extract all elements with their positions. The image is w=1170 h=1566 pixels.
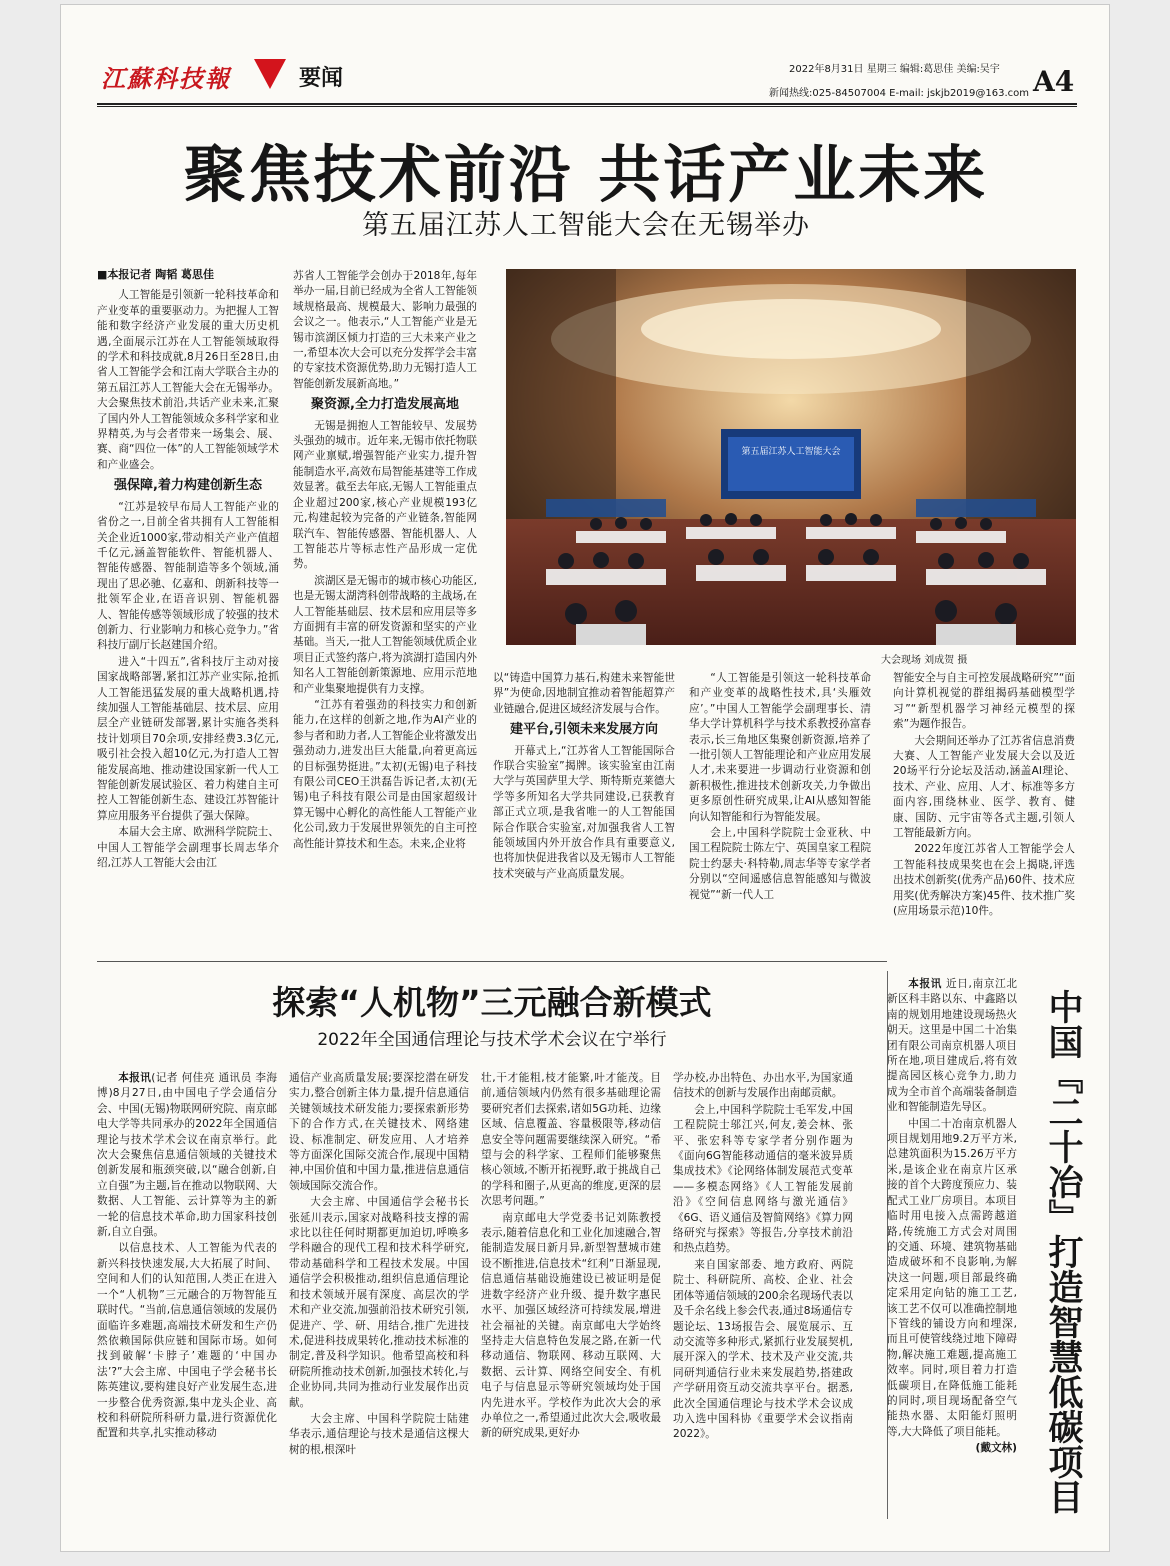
section-heading: 建平台,引领未来发展方向 bbox=[510, 722, 658, 738]
story2-column-2 bbox=[289, 1071, 469, 1531]
paragraph: “人工智能是引领这一轮科技革命和产业变革的战略性技术,具‘头雁效应’。”中国人工智能学会副理事长、清华大学计算机科学与技术系教授孙富春表示,长三角地区集聚创新资源,培养了一批引领人工智能理论和产业应用发展人才,未来要进一步调动行业资源和创新积极性,推进技术创新攻关,力争做出更多原创性研究成果,让AI从感知智能向认知智能和行为智能发展。 bbox=[689, 672, 871, 823]
paragraph: 通信产业高质量发展;要深挖潜在研发实力,整合创新主体力量,提升信息通信关键领域技术研发能力;要探索新形势下的合作方式,在关键技术、网络建设、标准制定、研发应用、人才培养等方面深化国际交流合作,展现中国精神,中国价值和中国力量,推进信息通信领域国际交流合作。 bbox=[289, 1072, 469, 1192]
paragraph: 大会主席、中国科学院院士陆建华表示,通信理论与技术是通信这棵大树的根,根深叶 bbox=[289, 1412, 469, 1456]
article-column-3 bbox=[493, 671, 675, 939]
paragraph: 会上,中国科学院院士毛军发,中国工程院院士邬江兴,何友,姜会林、张平、张宏科等专家学者分别作题为《面向6G智能移动通信的毫米波异质集成技术》《论网络体制发展范式变革——多模态网络》《人工智能发展前沿》《空间信息网络与激光通信》《6G、语义通信及智简网络》《算力网络研究与探索》等报告,分享技术前沿和热点趋势。 bbox=[673, 1103, 853, 1255]
paragraph: 苏省人工智能学会创办于2018年,每年举办一届,目前已经成为全省人工智能领域规格最高、规模最大、影响力最强的会议之一。他表示,“人工智能产业是无锡市滨湖区倾力打造的三大未来产业之一,希望本次大会可以充分发挥学会丰富的专家技术资源优势,助力无锡打造人工智能创新发展新高地。” bbox=[293, 270, 477, 390]
paragraph-text: 近日,南京江北新区科丰路以东、中鑫路以南的规划用地建设现场热火朝天。这里是中国二十冶集团有限公司南京机器人项目所在地,项目建成后,将有效提高园区核心竞争力,助力成为全市首个高端装备制造业和智能制造先导区。 bbox=[887, 978, 1017, 1114]
header-rule bbox=[97, 103, 1077, 105]
paragraph: 大会期间还举办了江苏省信息消费大赛、人工智能产业发展大会以及近20场平行分论坛及活动,涵盖AI理论、技术、产业、应用、人才、标准等多方面内容,围绕林业、医学、教育、健康、国防、元宇宙等各式主题,引领人工智能最新方向。 bbox=[893, 734, 1075, 840]
paragraph: 大会主席、中国通信学会秘书长张延川表示,国家对战略科技支撑的需求比以往任何时期都更加迫切,呼唤多学科融合的现代工程和技术科学研究,带动基础科学和工程技术发展。中国通信学会积极推动,组织信息通信理论和技术领域开展有深度、高层次的学术和产业交流,加强前沿技术研究引领,促进产、学、研、用结合,推广先进技术,促进科技成果转化,推动技术标准的制定,普及科学知识。他希望高校和科研院所推动技术创新,加强技术转化,与企业协同,共同为推动行业发展作出贡献。 bbox=[289, 1196, 469, 1409]
section-marker-icon bbox=[254, 59, 286, 89]
headline-story3: 中国『二十冶』打造智慧低碳项目 bbox=[1043, 989, 1083, 1514]
paragraph: 会上,中国科学院院士金亚秋、中国工程院院士陈左宁、英国皇家工程院院士约瑟夫·科特勒,周志华等专家学者分别以“空间遥感信息智能感知与微波视觉”“新一代人工 bbox=[689, 827, 871, 901]
dateline: 2022年8月31日 星期三 编辑:葛思佳 美编:吴宇 bbox=[789, 64, 1000, 75]
paragraph: 本届大会主席、欧洲科学院院士、中国人工智能学会副理事长周志华介绍,江苏人工智能大会由江 bbox=[97, 826, 279, 870]
paragraph: 中国二十冶南京机器人项目规划用地9.2万平方米,总建筑面积为15.26万平方米,是该企业在南京片区承接的首个大跨度预应力、装配式工业厂房项目。本项目临时用电接入点需跨越道路,传统施工方式会对周围的交通、环境、建筑物基础造成破坏和不良影响,为解决这一问题,项目部最终确定采用定向钻的施工工艺,该工艺不仅可以准确控制地下管线的铺设方向和埋深,而且可使管线绕过地下障碍物,解决施工难题,提高施工效率。同时,项目着力打造低碳项目,在降低施工能耗的同时,项目现场配备空气能热水器、太阳能灯照明等,大大降低了项目能耗。 bbox=[887, 1117, 1017, 1438]
story3-text bbox=[887, 977, 1017, 1517]
story2-column-1 bbox=[97, 1071, 277, 1531]
byline: ■本报记者 陶韬 葛思佳 bbox=[97, 268, 215, 281]
paragraph: 以信息技术、人工智能为代表的新兴科技快速发展,大大拓展了时间、空间和人们的认知范围,人类正在进入一个“人机物”三元融合的万物智能互联时代。“当前,信息通信领域的发展仍面临许多难题,高端技术研发和生产仍然依赖国际供应链和国际市场。如何找到破解‘卡脖子’难题的‘中国办法’?”大会主席、中国电子学会秘书长陈英建议,要构建良好产业发展生态,进一步整合优秀资源,集中龙头企业、高校和科研院所科研力量,进行资源优化配置和共享,扎实推动移动 bbox=[97, 1242, 277, 1440]
section-heading: 聚资源,全力打造发展高地 bbox=[311, 397, 459, 413]
header-rule-thin bbox=[97, 106, 1077, 107]
paragraph: 南京邮电大学党委书记刘陈教授表示,随着信息化和工业化加速融合,智能制造发展日新月异,新型智慧城市建设不断推进,信息技术“红利”日渐显现,信息通信基础设施建设已被证明是促进数字经济产业升级、提升数字惠民水平、加强区域经济可持续发展,增进社会福祉的关键。南京邮电大学始终坚持走大信息特色发展之路,在新一代移动通信、物联网、移动互联网、大数据、云计算、网络空间安全、有机电子与信息显示等研究领域均处于国内先进水平。学校作为此次大会的承办单位之一,希望通过此次大会,吸收最新的研究成果,更好办 bbox=[481, 1211, 661, 1440]
headline-story2: 探索“人机物”三元融合新模式 bbox=[272, 983, 712, 1022]
paragraph: 无锡是拥抱人工智能较早、发展势头强劲的城市。近年来,无锡市依托物联网产业禀赋,增强智能产业实力,提升智能制造水平,高效布局智能基建等工作成效显著。截至去年底,无锡人工智能重点企业超过200家,核心产业规模193亿元,构建起较为完备的产业链条,智能网联汽车、智能传感器、智能机器人、人工智能芯片等标志性产品形成一定优势。 bbox=[293, 419, 477, 571]
lead-byline: 本报讯 bbox=[908, 978, 942, 990]
section-divider bbox=[97, 961, 887, 962]
article-column-4 bbox=[689, 671, 871, 939]
photo-caption: 大会现场 刘成贺 摄 bbox=[881, 655, 968, 666]
paragraph-text: (记者 何佳亮 通讯员 李海博)8月27日,由中国电子学会通信分会、中国(无锡)物联网研究院、南京邮电大学等共同承办的2022年全国通信理论与技术学术会议在南京举行。此次大会聚焦信息通信领域的关键技术创新发展和瓶颈突破,以“融合创新,自立自强”为主题,旨在推动以物联网、大数据、人工智能、云计算等为主的新一轮的信息技术革命,助力国家科技创新,自立自强。 bbox=[97, 1072, 277, 1239]
newspaper-page bbox=[60, 4, 1110, 1552]
article-column-2 bbox=[293, 269, 477, 939]
paragraph: 智能安全与自主可控发展战略研究”“面向计算机视觉的群组揭码基础模型学习”“新型机器学习神经元模型的探索”为题作报告。 bbox=[893, 672, 1075, 731]
paragraph: 壮,干才能粗,枝才能繁,叶才能茂。目前,通信领域内仍然有很多基础理论需要研究者们去探索,诸如5G功耗、边缘区域、信息覆盖、容量极限等,移动信息安全等问题需要继续深入研究。“希望与会的科学家、工程师们能够聚焦核心领域,不断开拓视野,敢于挑战自己的学科和圈子,从更高的维度,更深的层次思考问题。” bbox=[481, 1072, 661, 1208]
paragraph: 人工智能是引领新一轮科技革命和产业变革的重要驱动力。为把握人工智能和数字经济产业发展的重大历史机遇,全面展示江苏在人工智能领域取得的学术和科技成就,8月26日至28日,由省人工智能学会和江南大学联合主办的第五届江苏人工智能大会在无锡举办。大会聚焦技术前沿,共话产业未来,汇聚了国内外人工智能领域众多科学家和业界精英,为与会者带来一场集会、展、赛、商“四位一体”的人工智能领域学术和产业盛会。 bbox=[97, 289, 279, 471]
article-column-1 bbox=[97, 267, 279, 939]
paragraph: “江苏有着强劲的科技实力和创新能力,在这样的创新之地,作为AI产业的参与者和助力者,人工智能企业将激发出强劲动力,进发出巨大能量,向着更高远的目标强势挺进。”太初(无锡)电子科技有限公司CEO王洪磊告诉记者,太初(无锡)电子科技有限公司是由国家超级计算无锡中心孵化的高性能人工智能产业化公司,致力于发展世界领先的自主可控高性能计算技术和生态。未来,企业将 bbox=[293, 698, 477, 850]
subheadline-main: 第五届江苏人工智能大会在无锡举办 bbox=[362, 210, 810, 241]
story2-column-4 bbox=[673, 1071, 853, 1531]
paragraph: 以“铸造中国算力基石,构建未来智能世界”为使命,因地制宜推动着智能超算产业链融合,促进区域经济发展与合作。 bbox=[493, 672, 675, 715]
subheadline-story2: 2022年全国通信理论与技术学术会议在宁举行 bbox=[317, 1030, 667, 1050]
lead-byline: 本报讯 bbox=[118, 1072, 152, 1084]
section-label: 要闻 bbox=[299, 65, 344, 91]
masthead-logo: 江蘇科技報 bbox=[101, 64, 231, 93]
headline-main: 聚焦技术前沿 共话产业未来 bbox=[183, 138, 989, 211]
article-column-5 bbox=[893, 671, 1075, 939]
paragraph: 来自国家部委、地方政府、两院院士、科研院所、高校、企业、社会团体等通信领域的200余名现场代表以及千余名线上参会代表,通过8场通信专题论坛、13场报告会、展览展示、互动交流等多种形式,紧抓行业发展契机,展开深入的学术、技术及产业交流,共同研判通信行业未来发展趋势,搭建政产学研用资互动交流共享平台。据悉,此次全国通信理论与技术学术会议成功入选中国科协《重要学术会议指南2022》。 bbox=[673, 1258, 853, 1441]
paragraph: “江苏是较早布局人工智能产业的省份之一,目前全省共拥有人工智能相关企业近1000家,带动相关产业产值超千亿元,涵盖智能软件、智能机器人、智能传感器、智能制造等多个领域,涌现出了思必驰、亿嘉和、朗新科技等一批领军企业,在语音识别、智能机器人、智能传感等领域形成了较强的技术创新力、行业影响力和核心竞争力。”省科技厅副厅长赵建国介绍。 bbox=[97, 500, 279, 652]
author-credit: (戴文林) bbox=[975, 1442, 1017, 1455]
paragraph: 2022年度江苏省人工智能学会人工智能科技成果奖也在会上揭晓,评选出技术创新奖(优秀产品)60件、技术应用奖(优秀解决方案)45件、技术推广奖(应用场景示范)10件。 bbox=[893, 843, 1075, 918]
paragraph: 滨湖区是无锡市的城市核心功能区,也是无锡太湖湾科创带战略的主战场,在人工智能基础层、技术层和应用层等多方面拥有丰富的研发资源和坚实的产业基础。当天,一批人工智能领域优质企业项目正式签约落户,将为滨湖打造国内外知名人工智能创新策源地、应用示范地和产业集聚地提供有力支撑。 bbox=[293, 574, 477, 695]
stage-screen-text: 第五届江苏人工智能大会 bbox=[741, 447, 841, 457]
news-hotline: 新闻热线:025-84507004 E-mail: jskjb2019@163.com bbox=[769, 88, 1030, 99]
paragraph: 学办校,办出特色、办出水平,为国家通信技术的创新与发展作出南邮贡献。 bbox=[673, 1072, 853, 1100]
conference-photo bbox=[506, 269, 1076, 645]
conference-photo-illustration bbox=[506, 269, 1076, 645]
paragraph: 进入“十四五”,省科技厅主动对接国家战略部署,紧扣江苏产业实际,抢抓人工智能迅猛发展的重大战略机遇,持续加强人工智能基础层、技术层、应用层全产业链研发部署,累计实施各类科技计划项目70余项,安排经费3.3亿元,吸引社会投入超10亿元,为打造人工智能发展高地、推动建设国家新一代人工智能创新发展试验区、着力构建自主可控人工智能创新生态、建设江苏智能计算应用服务平台提供了强大保障。 bbox=[97, 655, 279, 822]
page-number: A4 bbox=[1033, 65, 1075, 98]
section-heading: 强保障,着力构建创新生态 bbox=[114, 478, 262, 494]
paragraph: 开幕式上,“江苏省人工智能国际合作联合实验室”揭牌。该实验室由江南大学与英国萨里大学、斯特斯克莱德大学等多所知名大学共同建设,已获教育部正式立项,是我省唯一的人工智能国际合作联合实验室,对加强我省人工智能领域国内外开放合作具有重要意义,也将加快促进我省以及无锡市人工智能技术突破与产业高质量发展。 bbox=[493, 744, 675, 880]
story2-column-3 bbox=[481, 1071, 661, 1531]
